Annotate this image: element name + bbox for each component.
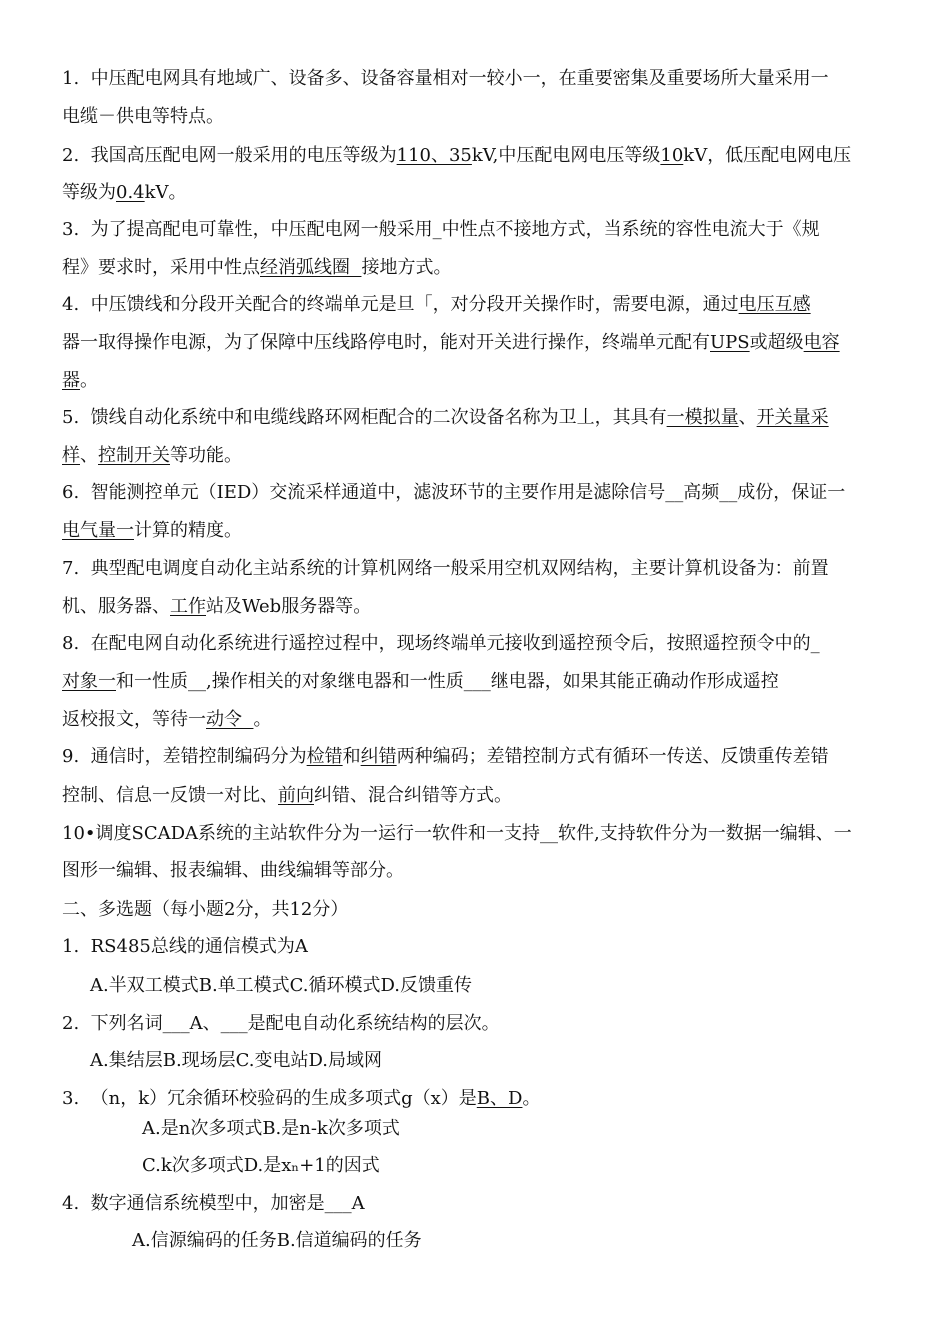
text-segment: 等功能。 bbox=[170, 445, 242, 466]
text-segment: kV。 bbox=[144, 182, 187, 203]
options-line bbox=[90, 974, 472, 998]
text-segment: 4. 数字通信系统模型中，加密是___A bbox=[62, 1193, 365, 1214]
text-segment: A.半双工模式B.单工模式C.循环模式D.反馈重传 bbox=[90, 975, 473, 996]
text-line bbox=[62, 293, 811, 317]
section-heading bbox=[62, 898, 348, 922]
text-line bbox=[62, 331, 840, 355]
text-segment: 2. 我国高压配电网一般采用的电压等级为 bbox=[62, 145, 397, 166]
text-line bbox=[62, 481, 845, 505]
text-segment: 3. 为了提高配电可靠性，中压配电网一般采用_中性点不接地方式，当系统的容性电流大于《规 bbox=[62, 219, 820, 240]
filled-answer: 一模拟量 bbox=[666, 407, 739, 428]
text-segment: 2. 下列名词___A、___是配电自动化系统结构的层次。 bbox=[62, 1013, 500, 1034]
filled-answer: 电容 bbox=[803, 332, 840, 353]
text-segment: 、 bbox=[80, 445, 98, 466]
text-line bbox=[62, 557, 829, 581]
options-line bbox=[142, 1117, 400, 1141]
text-line bbox=[62, 105, 224, 129]
text-segment: 。 bbox=[522, 1088, 541, 1109]
filled-answer: UPS bbox=[710, 332, 750, 353]
text-segment: 1. 中压配电网具有地域广、设备多、设备容量相对一较小一，在重要密集及重要场所大量采用一 bbox=[62, 68, 829, 89]
text-segment: 10•调度SCADA系统的主站软件分为一运行一软件和一支持__软件,支持软件分为一数据一编辑、一 bbox=[62, 823, 852, 844]
text-line bbox=[62, 144, 851, 168]
text-segment: 、 bbox=[738, 407, 757, 428]
text-segment: 5. 馈线自动化系统中和电缆线路环网柜配合的二次设备名称为卫丄，其具有 bbox=[62, 407, 667, 428]
filled-answer: 动令 bbox=[206, 709, 254, 730]
question-line bbox=[62, 1087, 540, 1111]
text-segment: 机、服务器、 bbox=[62, 596, 170, 617]
text-segment: 8. 在配电网自动化系统进行遥控过程中，现场终端单元接收到遥控预令后，按照遥控预令中的_ bbox=[62, 633, 820, 654]
filled-answer: B、D bbox=[476, 1088, 523, 1109]
options-line bbox=[90, 1049, 382, 1073]
text-segment: 程》要求时，采用中性点 bbox=[62, 257, 260, 278]
text-line bbox=[62, 369, 98, 393]
text-segment: 控制、信息一反馈一对比、 bbox=[62, 785, 278, 806]
text-line bbox=[62, 406, 829, 430]
text-segment: 两种编码；差错控制方式有循环一传送、反馈重传差错 bbox=[396, 746, 829, 767]
text-line bbox=[62, 670, 779, 694]
filled-answer: 110、35 bbox=[396, 145, 472, 166]
question-line bbox=[62, 1192, 365, 1216]
text-segment: 纠错、混合纠错等方式。 bbox=[314, 785, 512, 806]
filled-answer: 纠错 bbox=[360, 746, 397, 767]
filled-answer: 器 bbox=[62, 370, 80, 391]
text-segment: A.信源编码的任务B.信道编码的任务 bbox=[132, 1230, 422, 1251]
text-segment: 1. RS485总线的通信模式为A bbox=[62, 936, 308, 957]
options-line bbox=[132, 1229, 422, 1253]
question-line bbox=[62, 1012, 500, 1036]
text-segment: 9. 通信时，差错控制编码分为 bbox=[62, 746, 307, 767]
filled-answer: 样 bbox=[62, 445, 80, 466]
text-line bbox=[62, 256, 451, 280]
text-line bbox=[62, 784, 512, 808]
text-line bbox=[62, 745, 829, 769]
text-line bbox=[62, 822, 852, 846]
text-segment: 返校报文，等待一 bbox=[62, 709, 206, 730]
text-segment: 。 bbox=[253, 709, 272, 730]
text-segment: 图形一编辑、报表编辑、曲线编辑等部分。 bbox=[62, 860, 404, 881]
text-segment: 。 bbox=[80, 370, 98, 391]
filled-answer: 前向 bbox=[278, 785, 314, 806]
filled-answer: 控制开关 bbox=[98, 445, 170, 466]
text-segment: 二、多选题（每小题2分，共12分） bbox=[62, 899, 349, 920]
filled-answer: 工作 bbox=[170, 596, 206, 617]
text-segment: 和一性质__,操作相关的对象继电器和一性质___继电器，如果其能正确动作形成遥控 bbox=[116, 671, 779, 692]
text-line bbox=[62, 181, 187, 205]
text-line bbox=[62, 444, 242, 468]
text-segment: 6. 智能测控单元（IED）交流采样通道中，滤波环节的主要作用是滤除信号__高频__成份，保证一 bbox=[62, 482, 846, 503]
text-segment: 计算的精度。 bbox=[134, 520, 242, 541]
text-line bbox=[62, 67, 829, 91]
filled-answer: 检错 bbox=[306, 746, 343, 767]
text-segment: 电缆－供电等特点。 bbox=[62, 106, 224, 127]
text-segment: A.集结层B.现场层C.变电站D.局域网 bbox=[90, 1050, 383, 1071]
text-segment: kV，低压配电网电压 bbox=[683, 145, 852, 166]
text-segment: 等级为 bbox=[62, 182, 116, 203]
text-line bbox=[62, 595, 371, 619]
text-segment: kV,中压配电网电压等级 bbox=[471, 145, 661, 166]
text-segment: 4. 中压馈线和分段开关配合的终端单元是旦「，对分段开关操作时，需要电源，通过 bbox=[62, 294, 739, 315]
filled-answer: 0.4 bbox=[116, 182, 145, 203]
filled-answer: 10 bbox=[660, 145, 684, 166]
options-line bbox=[142, 1154, 380, 1178]
text-segment: 器一取得操作电源，为了保障中压线路停电时，能对开关进行操作，终端单元配有 bbox=[62, 332, 710, 353]
text-line bbox=[62, 519, 242, 543]
text-segment: C.k次多项式D.是xₙ+1的因式 bbox=[142, 1155, 380, 1176]
filled-answer: 经消弧线圈 bbox=[260, 257, 362, 278]
text-segment: 3. （n，k）冗余循环校验码的生成多项式g（x）是 bbox=[62, 1088, 477, 1109]
text-segment: 或超级 bbox=[749, 332, 804, 353]
text-line bbox=[62, 708, 271, 732]
filled-answer: 电气量一 bbox=[62, 520, 134, 541]
filled-answer: 开关量采 bbox=[756, 407, 829, 428]
text-segment: 和 bbox=[342, 746, 361, 767]
text-line bbox=[62, 859, 404, 883]
text-segment: 7. 典型配电调度自动化主站系统的计算机网络一般采用空机双网结构，主要计算机设备为：前置 bbox=[62, 558, 829, 579]
question-line bbox=[62, 935, 308, 959]
text-line bbox=[62, 218, 820, 242]
filled-answer: 电压互感 bbox=[738, 294, 811, 315]
filled-answer: 对象一 bbox=[62, 671, 116, 692]
text-segment: A.是n次多项式B.是n-k次多项式 bbox=[142, 1118, 400, 1139]
text-line bbox=[62, 632, 820, 656]
text-segment: 接地方式。 bbox=[361, 257, 452, 278]
text-segment: 站及Web服务器等。 bbox=[206, 596, 372, 617]
